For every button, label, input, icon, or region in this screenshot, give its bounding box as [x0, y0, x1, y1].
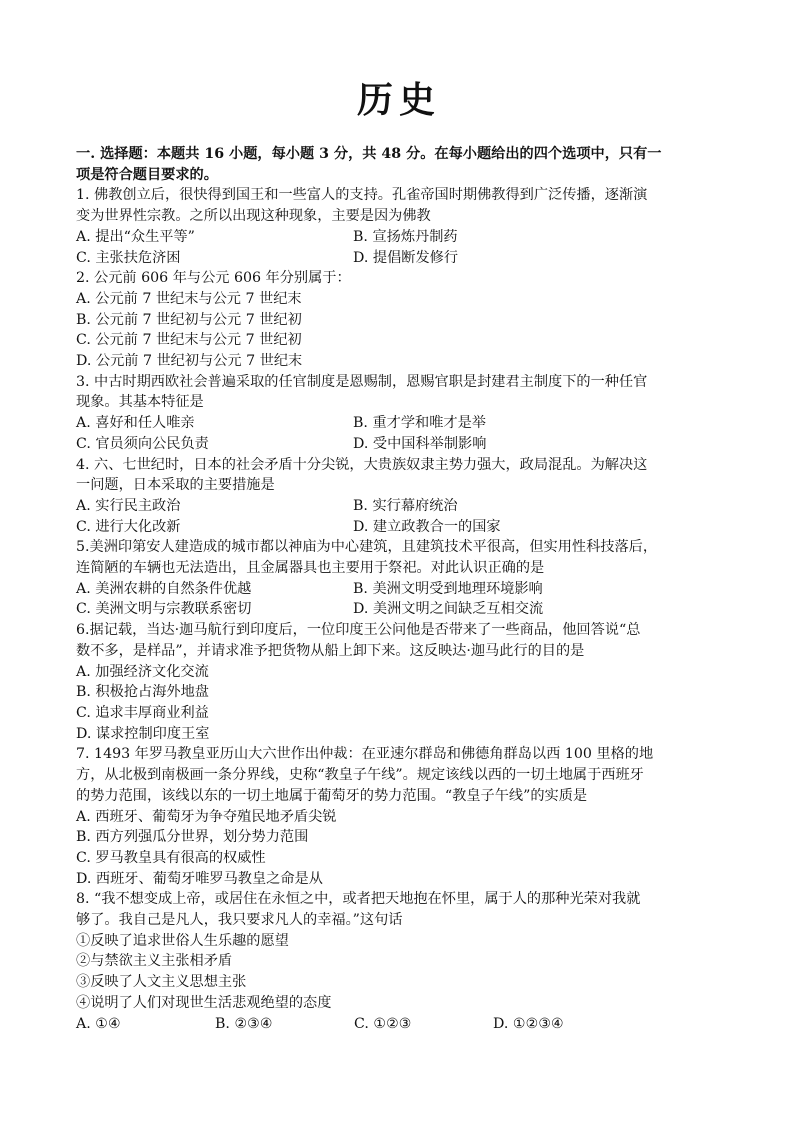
question-4-option-b: B. 实行幕府统治: [353, 497, 458, 514]
question-4-stem-2: 一问题，日本采取的主要措施是: [76, 477, 275, 494]
question-1-option-d: D. 提倡断发修行: [353, 249, 459, 266]
question-1-option-c: C. 主张扶危济困: [76, 249, 181, 266]
question-6-stem-2: 数不多，是样品”，并请求准予把货物从船上卸下来。这反映达·迦马此行的目的是: [76, 642, 585, 659]
question-7-option-c: C. 罗马教皇具有很高的权威性: [76, 849, 266, 866]
question-1-options-row-1: [76, 227, 722, 248]
question-8-stem-2: 够了。我自己是凡人，我只要求凡人的幸福。”这句话: [76, 912, 403, 929]
question-8-statement-1: ①反映了追求世俗人生乐趣的愿望: [76, 932, 289, 949]
question-4-option-a: A. 实行民主政治: [76, 497, 181, 514]
question-5-option-b: B. 美洲文明受到地理环境影响: [353, 580, 543, 597]
question-4-options-row-2: [76, 517, 722, 538]
question-5-option-c: C. 美洲文明与宗教联系密切: [76, 601, 252, 618]
question-3-stem-1: 3. 中古时期西欧社会普遍采取的任官制度是恩赐制，恩赐官职是封建君主制度下的一种任官: [76, 373, 648, 390]
question-6-option-d: D. 谋求控制印度王室: [76, 725, 210, 742]
question-5-option-a: A. 美洲农耕的自然条件优越: [76, 580, 252, 597]
question-3-stem-2: 现象。其基本特征是: [76, 394, 204, 411]
question-3-options-row-2: [76, 434, 722, 455]
question-7-option-d: D. 西班牙、葡萄牙唯罗马教皇之命是从: [76, 870, 323, 887]
question-3-option-b: B. 重才学和唯才是举: [353, 415, 486, 432]
question-7-stem-1: 7. 1493 年罗马教皇亚历山大六世作出仲裁：在亚速尔群岛和佛德角群岛以西 100 里格的地: [76, 746, 654, 763]
question-6-option-c: C. 追求丰厚商业利益: [76, 704, 209, 721]
question-5-stem-2: 连简陋的车辆也无法造出，且金属器具也主要用于祭祀。对此认识正确的是: [76, 560, 545, 577]
question-1-option-b: B. 宣扬炼丹制药: [353, 228, 458, 245]
question-5-option-d: D. 美洲文明之间缺乏互相交流: [353, 601, 544, 618]
question-8-statement-3: ③反映了人文主义思想主张: [76, 974, 247, 991]
question-2-option-a: A. 公元前 7 世纪末与公元 7 世纪末: [76, 290, 302, 307]
question-8-option-b: B. ②③④: [215, 1015, 273, 1032]
exam-body: [76, 144, 722, 1034]
question-2-stem-1: 2. 公元前 606 年与公元 606 年分别属于：: [76, 270, 351, 287]
question-7-stem-2: 方，从北极到南极画一条分界线，史称“教皇子午线”。规定该线以西的一切土地属于西班牙: [76, 767, 644, 784]
question-6-option-a: A. 加强经济文化交流: [76, 663, 209, 680]
question-2-option-d: D. 公元前 7 世纪初与公元 7 世纪末: [76, 353, 303, 370]
section-heading-line-1: 一. 选择题：本题共 16 小题，每小题 3 分，共 48 分。在每小题给出的四个选项中，只有一: [76, 146, 662, 162]
question-5-stem-1: 5.美洲印第安人建造成的城市都以神庙为中心建筑，且建筑技术平很高，但实用性科技落后，: [76, 539, 658, 556]
question-8-option-d: D. ①②③④: [493, 1015, 564, 1032]
question-3-option-d: D. 受中国科举制影响: [353, 435, 487, 452]
question-4-option-d: D. 建立政教合一的国家: [353, 518, 501, 535]
question-3-option-c: C. 官员须向公民负责: [76, 435, 209, 452]
question-7-option-a: A. 西班牙、葡萄牙为争夺殖民地矛盾尖锐: [76, 808, 337, 825]
page-title: 历史: [356, 79, 441, 121]
question-4-option-c: C. 进行大化改新: [76, 518, 181, 535]
question-4-options-row-1: [76, 496, 722, 517]
question-5-options-row-2: [76, 599, 722, 620]
question-6-stem-1: 6.据记载，当达·迦马航行到印度后，一位印度王公问他是否带来了一些商品，他回答说“总: [76, 622, 641, 639]
section-heading-line-2: 项是符合题目要求的。: [76, 166, 218, 183]
question-7-stem-3: 的势力范围，该线以东的一切土地属于葡萄牙的势力范围。“教皇子午线”的实质是: [76, 787, 588, 804]
question-2-option-c: C. 公元前 7 世纪末与公元 7 世纪初: [76, 332, 302, 349]
question-1-option-a: A. 提出“众生平等”: [76, 228, 195, 245]
question-8-stem-1: 8. “我不想变成上帝，或居住在永恒之中，或者把天地抱在怀里，属于人的那种光荣对我就: [76, 891, 641, 908]
question-3-option-a: A. 喜好和任人唯亲: [76, 415, 195, 432]
question-8-statement-2: ②与禁欲主义主张相矛盾: [76, 953, 233, 970]
question-1-stem-2: 变为世界性宗教。之所以出现这种现象，主要是因为佛教: [76, 208, 431, 225]
question-6-option-b: B. 积极抢占海外地盘: [76, 684, 209, 701]
question-4-stem-1: 4. 六、七世纪时，日本的社会矛盾十分尖锐，大贵族奴隶主势力强大，政局混乱。为解决这: [76, 456, 648, 473]
question-8-option-c: C. ①②③: [354, 1015, 412, 1032]
question-5-options-row-1: [76, 579, 722, 600]
question-2-option-b: B. 公元前 7 世纪初与公元 7 世纪初: [76, 311, 302, 328]
question-7-option-b: B. 西方列强瓜分世界，划分势力范围: [76, 829, 309, 846]
question-8-options-row: [76, 1014, 722, 1035]
question-8-option-a: A. ①④: [76, 1015, 121, 1032]
question-3-options-row-1: [76, 413, 722, 434]
question-1-stem-1: 1. 佛教创立后，很快得到国王和一些富人的支持。孔雀帝国时期佛教得到广泛传播，逐渐演: [76, 187, 648, 204]
question-1-options-row-2: [76, 248, 722, 269]
question-8-statement-4: ④说明了人们对现世生活悲观绝望的态度: [76, 994, 332, 1011]
